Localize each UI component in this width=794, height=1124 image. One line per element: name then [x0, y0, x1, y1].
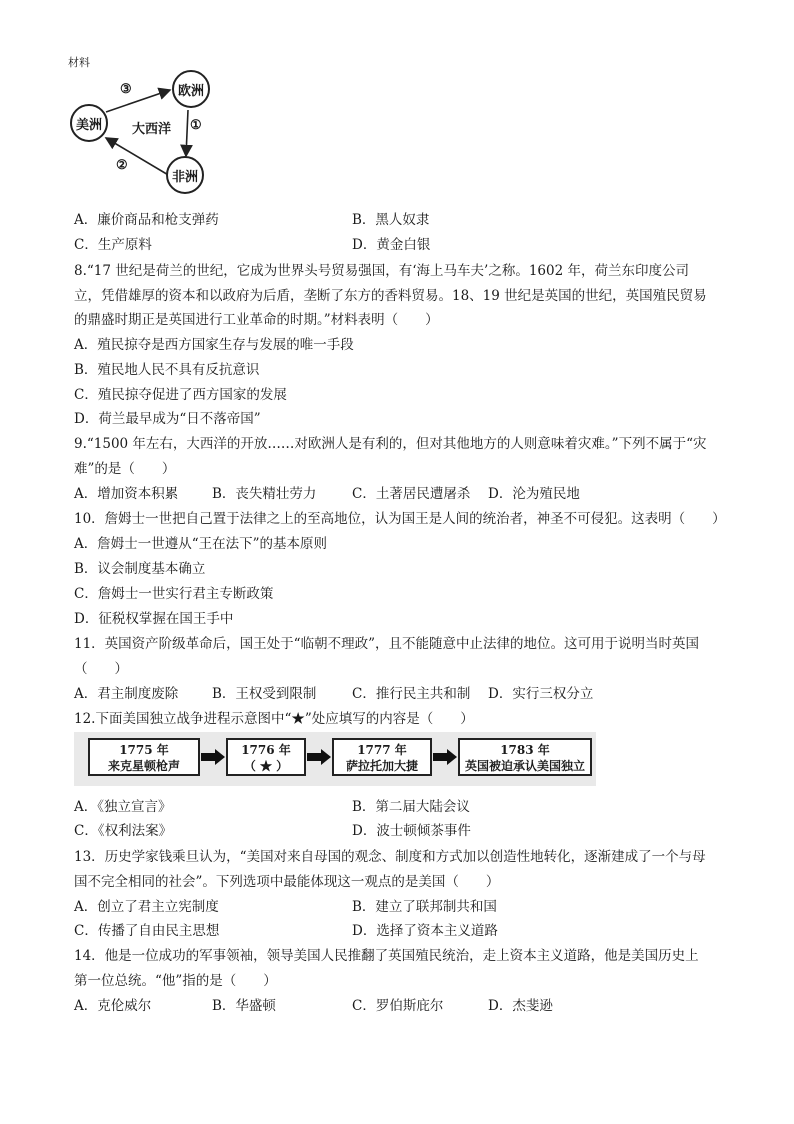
q12-option-c: C．《权利法案》 [74, 823, 173, 839]
q7-option-c: C．生产原料 [74, 237, 152, 253]
q10-option-b: B．议会制度基本确立 [74, 561, 206, 577]
timeline-box-1777 [332, 738, 432, 776]
q11-option-b: B．王权受到限制 [212, 686, 317, 702]
timeline-box-1775 [88, 738, 200, 776]
q13-stem-line2: 国不完全相同的社会”。下列选项中最能体现这一观点的是美国（ ） [74, 874, 500, 890]
route-1-arrow [186, 110, 188, 156]
q14-stem-line2: 第一位总统。“他”指的是（ ） [74, 973, 277, 989]
q10-option-c: C．詹姆士一世实行君主专断政策 [74, 586, 274, 602]
q8-stem-line2: 立，凭借雄厚的资本和以政府为后盾，垄断了东方的香料贸易。18、19 世纪是英国的世纪，英国殖民贸易 [74, 288, 707, 304]
timeline-event: 萨拉托加大捷 [345, 759, 418, 773]
q13-stem-line1: 13．历史学家钱乘旦认为，“美国对来自母国的观念、制度和方式加以创造性地转化，逐渐建成了一个与母 [74, 849, 706, 865]
q9-stem-line1: 9.“1500 年左右，大西洋的开放……对欧洲人是有利的，但对其他地方的人则意味着灾难。”下列不属于“灾 [74, 436, 707, 452]
q8-stem-line3: 的鼎盛时期正是英国进行工业革命的时期。”材料表明（ ） [74, 312, 439, 328]
timeline-box-1783 [458, 738, 592, 776]
q14-option-d: D．杰斐逊 [488, 998, 553, 1014]
timeline-event: （ ★ ） [243, 759, 289, 773]
q14-option-c: C．罗伯斯庇尔 [352, 998, 444, 1014]
q11-option-a: A．君主制度废除 [74, 686, 179, 702]
timeline-year: 1775 年 [119, 743, 169, 757]
q8-option-b: B．殖民地人民不具有反抗意识 [74, 362, 260, 378]
q10-option-a: A．詹姆士一世遵从“王在法下”的基本原则 [74, 536, 328, 552]
triangle-trade-diagram [66, 56, 246, 198]
q11-option-d: D．实行三权分立 [488, 686, 594, 702]
q12-option-a: A．《独立宣言》 [74, 799, 172, 815]
q8-option-a: A．殖民掠夺是西方国家生存与发展的唯一手段 [74, 337, 354, 353]
q13-option-c: C．传播了自由民主思想 [74, 923, 220, 939]
timeline-year: 1776 年 [241, 743, 291, 757]
q9-option-c: C．土著居民遭屠杀 [352, 486, 471, 502]
q12-option-b: B．第二届大陆会议 [352, 799, 470, 815]
q12-stem: 12.下面美国独立战争进程示意图中“★”处应填写的内容是（ ） [74, 711, 474, 727]
q7-option-b: B．黑人奴隶 [352, 212, 430, 228]
node-africa: 非洲 [166, 156, 204, 194]
q13-option-d: D．选择了资本主义道路 [352, 923, 498, 939]
q10-stem: 10．詹姆士一世把自己置于法律之上的至高地位，认为国王是人间的统治者，神圣不可侵犯。这表明（ ） [74, 511, 726, 527]
q7-option-d: D．黄金白银 [352, 237, 431, 253]
timeline-year: 1777 年 [357, 743, 407, 757]
q11-stem-line1: 11．英国资产阶级革命后，国王处于“临朝不理政”，且不能随意中止法律的地位。这可用于说明当时英国 [74, 636, 699, 652]
q12-option-d: D．波士顿倾茶事件 [352, 823, 471, 839]
q14-option-a: A．克伦威尔 [74, 998, 152, 1014]
route-3-label: ③ [120, 82, 132, 97]
q11-stem-line2: （ ） [74, 661, 128, 677]
timeline-year: 1783 年 [500, 743, 550, 757]
q10-option-d: D．征税权掌握在国王手中 [74, 611, 234, 627]
timeline-box-1776 [226, 738, 306, 776]
ocean-label: 大西洋 [132, 122, 172, 137]
q7-option-a: A．廉价商品和枪支弹药 [74, 212, 219, 228]
node-americas: 美洲 [70, 104, 108, 142]
diagram-top-fragment: 材料 [68, 56, 90, 69]
q13-option-b: B．建立了联邦制共和国 [352, 899, 497, 915]
route-3-arrow [106, 90, 170, 112]
route-1-label: ① [190, 118, 202, 133]
q14-stem-line1: 14．他是一位成功的军事领袖，领导美国人民推翻了英国殖民统治，走上资本主义道路，他是美国历史上 [74, 948, 699, 964]
q8-option-c: C．殖民掠夺促进了西方国家的发展 [74, 387, 287, 403]
q8-stem-line1: 8.“17 世纪是荷兰的世纪，它成为世界头号贸易强国，有‘海上马车夫’之称。1602 年，荷兰东印度公司 [74, 263, 689, 279]
q9-option-b: B．丧失精壮劳力 [212, 486, 317, 502]
timeline-event: 来克星顿枪声 [107, 759, 180, 773]
q11-option-c: C．推行民主共和制 [352, 686, 471, 702]
route-2-label: ② [116, 158, 128, 173]
timeline-event: 英国被迫承认美国独立 [464, 759, 585, 773]
q14-option-b: B．华盛顿 [212, 998, 276, 1014]
q13-option-a: A．创立了君主立宪制度 [74, 899, 219, 915]
independence-war-timeline [74, 732, 596, 786]
q9-option-a: A．增加资本积累 [74, 486, 179, 502]
q8-option-d: D．荷兰最早成为“日不落帝国” [74, 411, 261, 427]
q9-option-d: D．沦为殖民地 [488, 486, 580, 502]
q9-stem-line2: 难”的是（ ） [74, 461, 176, 477]
node-europe: 欧洲 [172, 70, 210, 108]
